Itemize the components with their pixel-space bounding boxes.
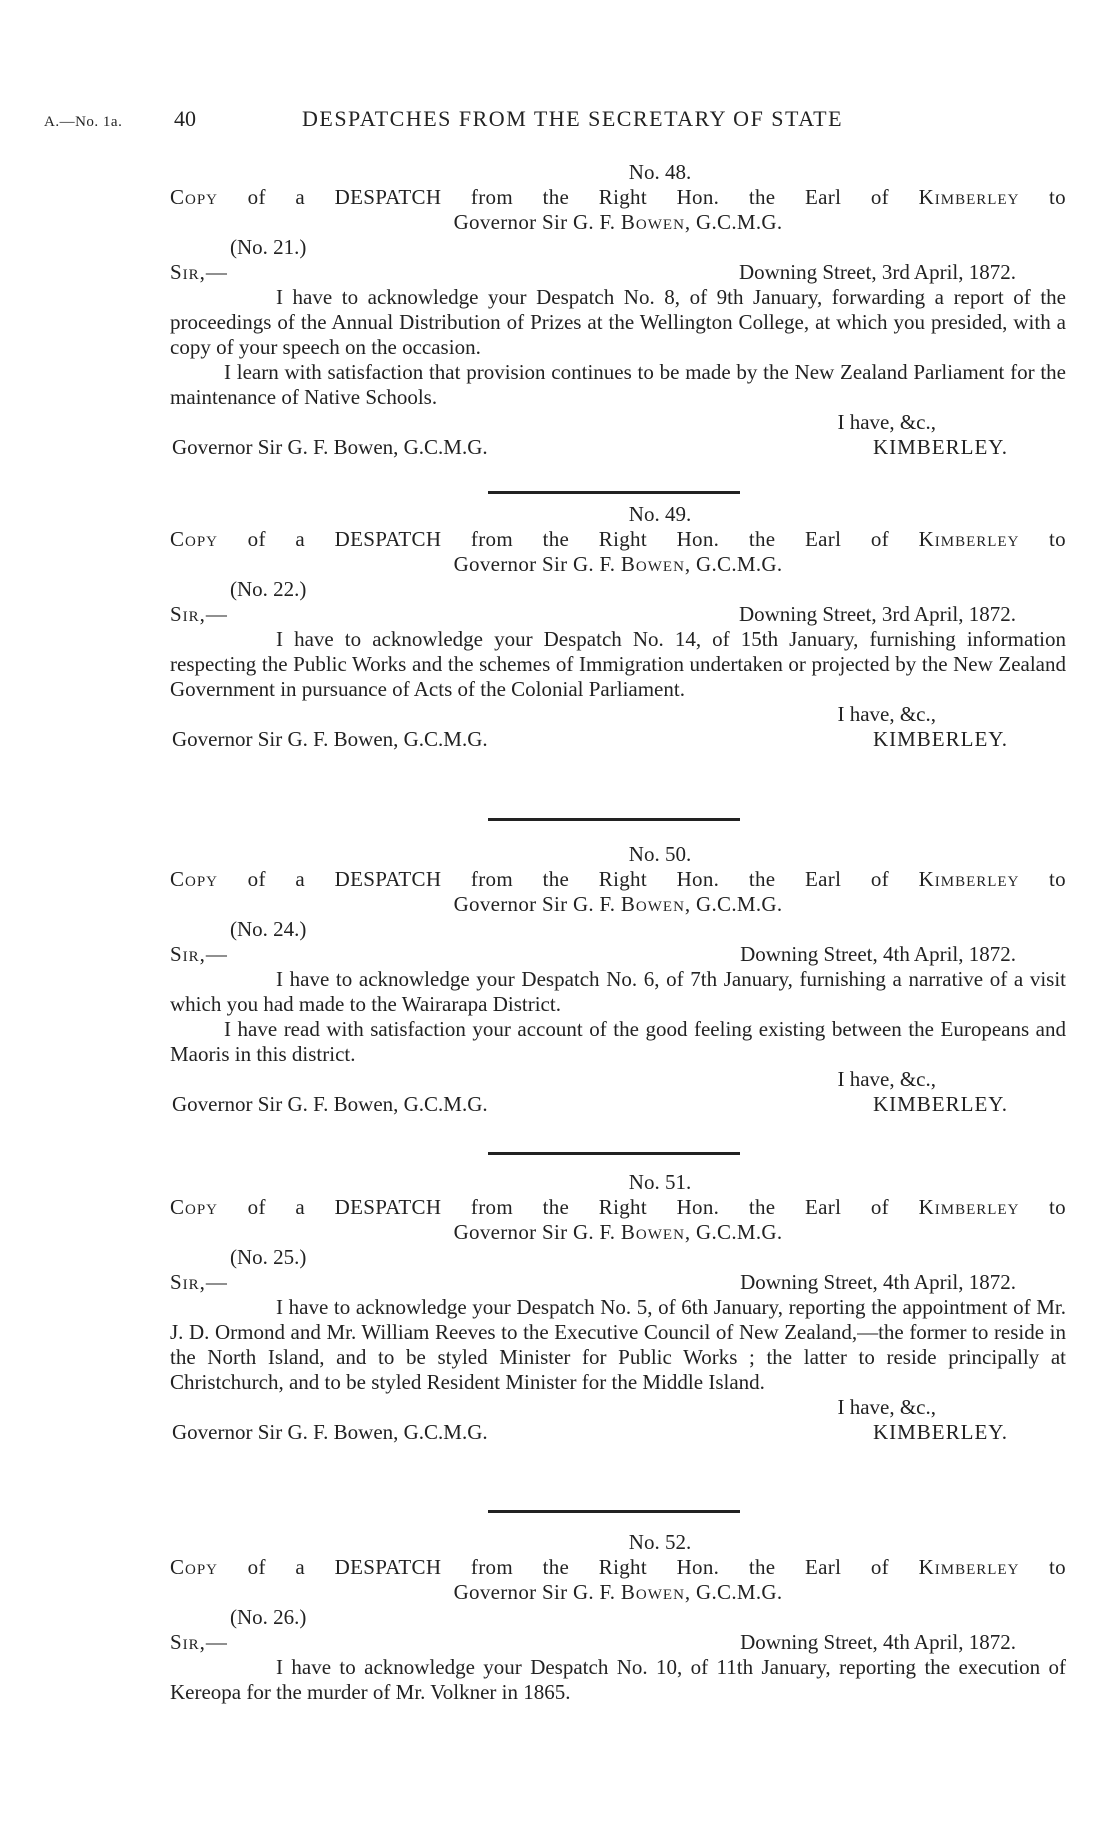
despatch-50 bbox=[170, 842, 1066, 1117]
despatch-49 bbox=[170, 502, 1066, 752]
salutation-line bbox=[170, 260, 1066, 285]
despatch-number: No. 51. bbox=[628, 1170, 692, 1194]
despatch-number: No. 52. bbox=[628, 1530, 692, 1554]
body-paragraph: I have read with satisfaction your account of the good feeling existing between the Europeans and Maoris in this district. bbox=[170, 1017, 1066, 1066]
closing-line bbox=[170, 410, 1066, 435]
despatch-heading: Copy of a DESPATCH from the Right Hon. the Earl of Kimberley to bbox=[170, 1555, 1066, 1579]
salutation-line bbox=[170, 942, 1066, 967]
signature: KIMBERLEY. bbox=[872, 1092, 1008, 1116]
despatch-number: No. 50. bbox=[628, 842, 692, 866]
closing-line bbox=[170, 1067, 1066, 1092]
salutation: Sir,— bbox=[170, 260, 228, 284]
despatch-recipient: Governor Sir G. F. Bowen, G.C.M.G. bbox=[453, 210, 783, 234]
running-head bbox=[44, 106, 1074, 136]
despatch-number: No. 49. bbox=[628, 502, 692, 526]
despatch-reference: (No. 24.) bbox=[230, 917, 307, 941]
despatch-reference: (No. 22.) bbox=[230, 577, 307, 601]
document-reference: A.—No. 1a. bbox=[44, 114, 123, 130]
place-date: Downing Street, 4th April, 1872. bbox=[740, 942, 1016, 966]
despatch-51 bbox=[170, 1170, 1066, 1445]
salutation-line bbox=[170, 1270, 1066, 1295]
despatch-52 bbox=[170, 1530, 1066, 1705]
signature-line bbox=[170, 435, 1066, 460]
signature: KIMBERLEY. bbox=[872, 1420, 1008, 1444]
section-divider bbox=[488, 818, 740, 821]
addressee: Governor Sir G. F. Bowen, G.C.M.G. bbox=[172, 435, 488, 459]
closing: I have, &c., bbox=[837, 1067, 936, 1091]
salutation: Sir,— bbox=[170, 942, 228, 966]
salutation-line bbox=[170, 602, 1066, 627]
despatch-heading: Copy of a DESPATCH from the Right Hon. the Earl of Kimberley to bbox=[170, 867, 1066, 891]
despatch-recipient: Governor Sir G. F. Bowen, G.C.M.G. bbox=[453, 1580, 783, 1604]
place-date: Downing Street, 4th April, 1872. bbox=[740, 1630, 1016, 1654]
signature-line bbox=[170, 1092, 1066, 1117]
signature-line bbox=[170, 727, 1066, 752]
salutation-line bbox=[170, 1630, 1066, 1655]
body-paragraph: I have to acknowledge your Despatch No. 10, of 11th January, reporting the execution of Kereopa for the murder of Mr. Volkner in 1865. bbox=[170, 1655, 1066, 1704]
section-divider bbox=[488, 491, 740, 494]
salutation: Sir,— bbox=[170, 1630, 228, 1654]
addressee: Governor Sir G. F. Bowen, G.C.M.G. bbox=[172, 727, 488, 751]
despatch-reference: (No. 25.) bbox=[230, 1245, 307, 1269]
page-number: 40 bbox=[174, 106, 196, 131]
closing: I have, &c., bbox=[837, 702, 936, 726]
despatch-48 bbox=[170, 160, 1066, 460]
place-date: Downing Street, 4th April, 1872. bbox=[740, 1270, 1016, 1294]
despatch-recipient: Governor Sir G. F. Bowen, G.C.M.G. bbox=[453, 1220, 783, 1244]
place-date: Downing Street, 3rd April, 1872. bbox=[738, 260, 1016, 284]
despatch-reference: (No. 21.) bbox=[230, 235, 307, 259]
page-title: DESPATCHES FROM THE SECRETARY OF STATE bbox=[302, 106, 844, 131]
closing: I have, &c., bbox=[837, 1395, 936, 1419]
despatch-number: No. 48. bbox=[628, 160, 692, 184]
body-paragraph: I learn with satisfaction that provision continues to be made by the New Zealand Parliament for the maintenance of Native Schools. bbox=[170, 360, 1066, 409]
salutation: Sir,— bbox=[170, 1270, 228, 1294]
body-paragraph: I have to acknowledge your Despatch No. 6, of 7th January, furnishing a narrative of a visit which you had made to the Wairarapa District. bbox=[170, 967, 1066, 1016]
salutation: Sir,— bbox=[170, 602, 228, 626]
section-divider bbox=[488, 1510, 740, 1513]
addressee: Governor Sir G. F. Bowen, G.C.M.G. bbox=[172, 1092, 488, 1116]
closing: I have, &c., bbox=[837, 410, 936, 434]
signature-line bbox=[170, 1420, 1066, 1445]
despatch-recipient: Governor Sir G. F. Bowen, G.C.M.G. bbox=[453, 892, 783, 916]
despatch-heading: Copy of a DESPATCH from the Right Hon. the Earl of Kimberley to bbox=[170, 1195, 1066, 1219]
despatch-recipient: Governor Sir G. F. Bowen, G.C.M.G. bbox=[453, 552, 783, 576]
despatch-heading: Copy of a DESPATCH from the Right Hon. the Earl of Kimberley to bbox=[170, 185, 1066, 209]
body-paragraph: I have to acknowledge your Despatch No. 5, of 6th January, reporting the appointment of Mr. J. D. Ormond and Mr. William Reeves to the Executive Council of New Zealand,—the former to reside in the North Island, and to be styled Minister for Public Works ; the latter to reside principally at Christchurch, and to be styled Resident Minister for the Middle Island. bbox=[170, 1295, 1066, 1394]
section-divider bbox=[488, 1152, 740, 1155]
closing-line bbox=[170, 1395, 1066, 1420]
body-paragraph: I have to acknowledge your Despatch No. 8, of 9th January, forwarding a report of the proceedings of the Annual Distribution of Prizes at the Wellington College, at which you presided, with a copy of your speech on the occasion. bbox=[170, 285, 1066, 359]
despatch-heading: Copy of a DESPATCH from the Right Hon. the Earl of Kimberley to bbox=[170, 527, 1066, 551]
place-date: Downing Street, 3rd April, 1872. bbox=[738, 602, 1016, 626]
addressee: Governor Sir G. F. Bowen, G.C.M.G. bbox=[172, 1420, 488, 1444]
signature: KIMBERLEY. bbox=[872, 727, 1008, 751]
signature: KIMBERLEY. bbox=[872, 435, 1008, 459]
closing-line bbox=[170, 702, 1066, 727]
despatch-reference: (No. 26.) bbox=[230, 1605, 307, 1629]
body-paragraph: I have to acknowledge your Despatch No. 14, of 15th January, furnishing information respecting the Public Works and the schemes of Immigration undertaken or projected by the New Zealand Government in pursuance of Acts of the Colonial Parliament. bbox=[170, 627, 1066, 701]
